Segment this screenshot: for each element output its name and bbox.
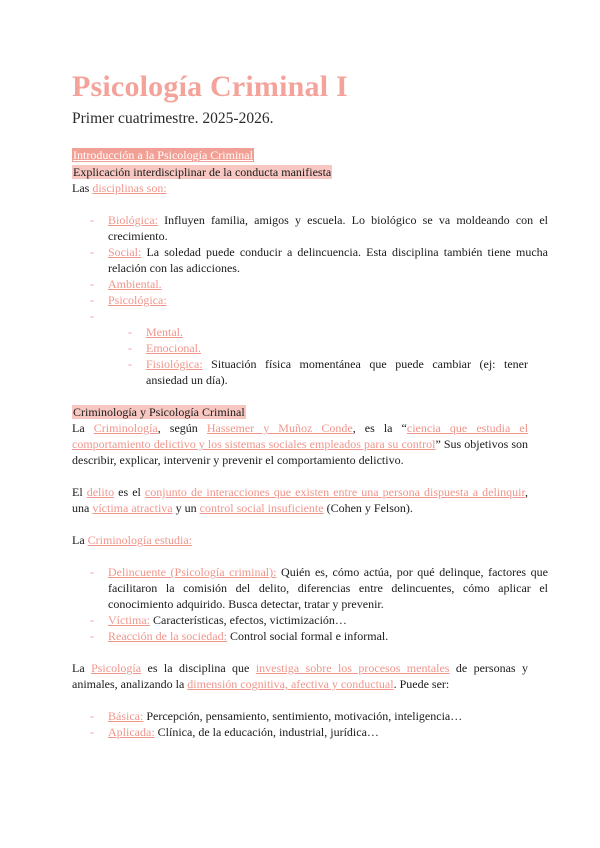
list-item-victima [90, 612, 548, 628]
list-item-ambiental [90, 276, 548, 292]
text: es el [114, 485, 145, 499]
link-victima[interactable]: Víctima: [108, 613, 150, 627]
text: , según [157, 421, 207, 435]
link-psicologia[interactable]: Psicología [91, 661, 142, 675]
link-criminologia[interactable]: Criminología [93, 421, 158, 435]
link-social[interactable]: Social: [108, 245, 142, 259]
list-item-delincuente [90, 564, 548, 612]
link-control-social[interactable]: control social insuficiente [199, 501, 324, 515]
bullet-dash: - [90, 629, 94, 643]
link-fisiologica[interactable]: Fisiológica: [146, 357, 203, 371]
list-item-social [90, 244, 548, 276]
link-basica[interactable]: Básica: [108, 709, 144, 723]
subheading-intro-wrap [72, 164, 528, 180]
bullet-dash: - [128, 357, 132, 371]
sublist-item-mental [128, 324, 528, 340]
subheading-intro: Explicación interdisciplinar de la conducta manifiesta [73, 165, 332, 179]
bullet-dash: - [90, 277, 94, 291]
link-mental[interactable]: Mental. [146, 325, 183, 339]
bullet-dash: - [90, 725, 94, 739]
intro-lead-prefix: Las [72, 181, 93, 195]
link-delincuente[interactable]: Delincuente (Psicología criminal): [108, 565, 277, 579]
bullet-dash: - [90, 213, 94, 227]
bullet-dash: - [90, 309, 94, 323]
link-victima-atractiva[interactable]: víctima atractiva [92, 501, 173, 515]
link-delito[interactable]: delito [86, 485, 115, 499]
link-ciencia[interactable]: ciencia que estudia el comportamiento delictivo y los sistemas sociales empleados para su control [72, 421, 529, 451]
text: y un [172, 501, 200, 515]
item-text: Características, efectos, victimización… [150, 613, 347, 627]
item-text: Situación física momentánea que puede cambiar (ej: tener ansiedad un día). [146, 357, 528, 387]
item-text: Quién es, cómo actúa, por qué delinque, factores que facilitaron la comisión del delito, diferencias entre delincuentes, cómo aplicar el conocimiento adquirido. Busca detectar, tratar y prevenir. [108, 565, 548, 611]
text: El [72, 485, 87, 499]
list-item-biologica [90, 212, 548, 244]
link-dimension[interactable]: dimensión cognitiva, afectiva y conductual [187, 677, 394, 691]
paragraph-delito [72, 484, 528, 516]
text: (Cohen y Felson). [323, 501, 413, 515]
item-text: Clínica, de la educación, industrial, jurídica… [154, 725, 379, 739]
text: de personas y animales, analizando la [72, 661, 528, 691]
link-hassemer[interactable]: Hassemer y Muñoz Conde [206, 421, 353, 435]
section-heading-intro [72, 147, 528, 163]
page-title: Psicología Criminal I [72, 70, 348, 103]
list-item-basica [90, 708, 548, 724]
text: La [72, 661, 92, 675]
bullet-dash: - [128, 341, 132, 355]
bullet-dash: - [90, 565, 94, 579]
bullet-dash: - [90, 709, 94, 723]
sublist-item-fisiologica [128, 356, 528, 388]
text: La [72, 421, 94, 435]
text: , es la “ [352, 421, 407, 435]
list-item-reaccion [90, 628, 548, 644]
link-aplicada[interactable]: Aplicada: [108, 725, 155, 739]
paragraph-criminologia [72, 420, 528, 468]
bullet-dash: - [90, 245, 94, 259]
heading-intro: Introducción a la Psicología Criminal [73, 148, 253, 162]
item-text: La soledad puede conducir a delincuencia. Esta disciplina también tiene mucha relación con las adicciones. [108, 245, 548, 275]
link-disciplinas[interactable]: disciplinas son: [92, 181, 167, 195]
link-ambiental[interactable]: Ambiental. [108, 277, 162, 291]
bullet-dash: - [90, 293, 94, 307]
bullet-dash: - [90, 613, 94, 627]
list-item-aplicada [90, 724, 548, 740]
text: La [72, 533, 88, 547]
text: . Puede ser: [393, 677, 450, 691]
item-text: Influyen familia, amigos y escuela. Lo biológico se va moldeando con el crecimiento. [108, 213, 548, 243]
text: es la disciplina que [141, 661, 256, 675]
paragraph-psicologia [72, 660, 528, 692]
heading-crimino: Criminología y Psicología Criminal [73, 405, 245, 419]
link-biologica[interactable]: Biológica: [108, 213, 158, 227]
link-emocional[interactable]: Emocional. [146, 341, 201, 355]
link-reaccion[interactable]: Reacción de la sociedad: [108, 629, 227, 643]
link-investiga[interactable]: investiga sobre los procesos mentales [255, 661, 450, 675]
link-criminologia-estudia[interactable]: Criminología estudia: [87, 533, 192, 547]
item-text: Control social formal e informal. [226, 629, 389, 643]
text: , una [72, 485, 528, 515]
sublist-item-emocional [128, 340, 528, 356]
list-item-psicologica [90, 292, 548, 308]
bullet-dash: - [128, 325, 132, 339]
section-heading-crimino [72, 404, 528, 420]
paragraph-estudia [72, 532, 528, 548]
item-text: Percepción, pensamiento, sentimiento, motivación, inteligencia… [143, 709, 463, 723]
intro-lead [72, 180, 528, 196]
link-conjunto[interactable]: conjunto de interacciones que existen entre una persona dispuesta a delinquir [144, 485, 525, 499]
text: ” Sus objetivos son describir, explicar, intervenir y prevenir el comportamiento delictivo. [72, 437, 528, 467]
link-psicologica[interactable]: Psicológica: [108, 293, 167, 307]
page-subtitle: Primer cuatrimestre. 2025-2026. [72, 110, 274, 127]
